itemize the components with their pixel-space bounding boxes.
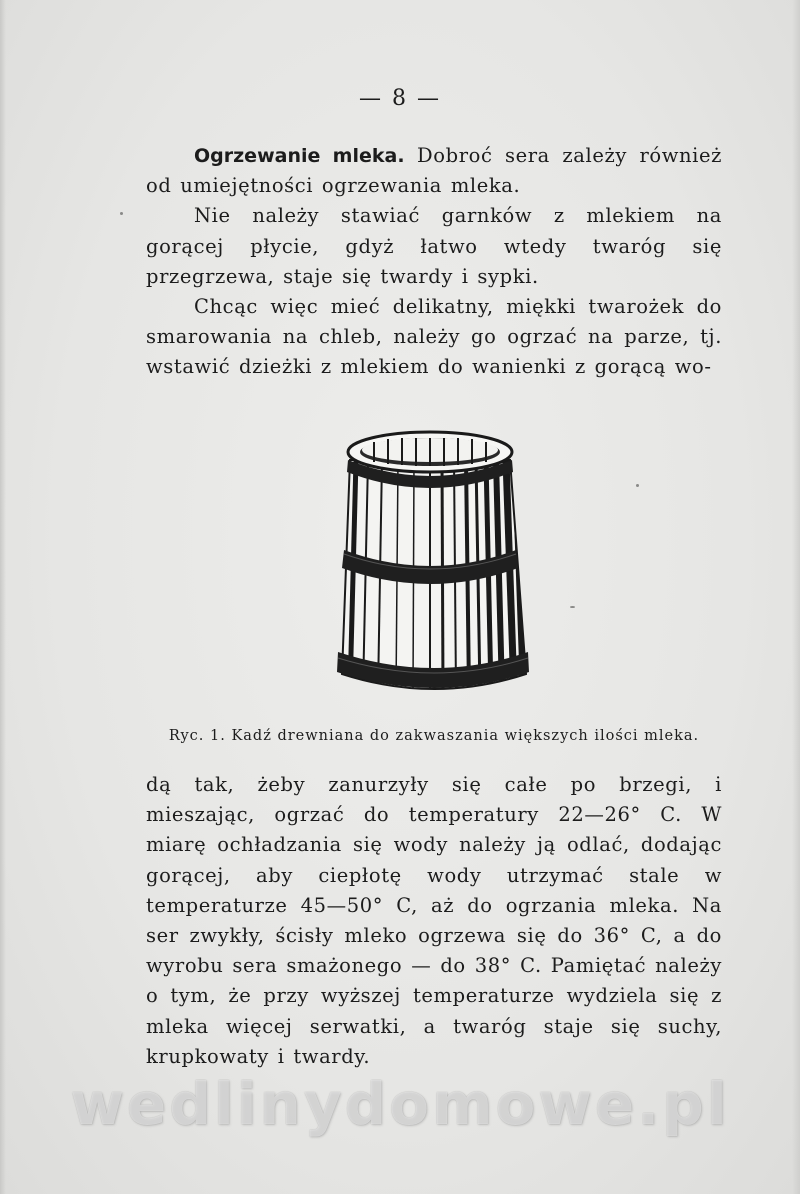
page-right-edge [792,0,800,1194]
figure-caption: Ryc. 1. Kadź drewniana do zakwaszania większych ilości mleka. [168,728,700,744]
page-left-edge [0,0,6,1194]
paragraph-3: dą tak, żeby zanurzyły się całe po brzegi, i mieszając, ogrzać do temperatury 22—26° C. W miarę ochładzania się wody należy ją odlać, dodając gorącej, aby ciepłotę wody utrzymać stale w temperaturze 45—50° C, aż do ogrzania mleka. Na ser zwykły, ścisły mleko ogrzewa się do 36° C, a do wyrobu sera smażonego — do 38° C. Pamiętać należy o tym, że przy wyższej temperaturze wydziela się z mleka więcej serwatki, a twaróg staje się suchy, krupkowaty i twardy. [146,773,722,1068]
print-speck [570,606,575,608]
paragraph-1: Nie należy stawiać garnków z mlekiem na gorącej płycie, gdyż łatwo wtedy twaróg się przegrzewa, staje się twardy i sypki. [146,204,722,288]
watermark: wedlinydomowe.pl [70,1070,730,1138]
wooden-vat-illustration [330,422,540,708]
page-number: — 8 — [359,86,441,111]
print-speck [636,484,639,487]
section-intro: Dobroć sera zależy również od umiejętności ogrzewania mleka. [146,144,723,198]
paragraph-2: Chcąc więc mieć delikatny, miękki twarożek do smarowania na chleb, należy go ogrzać na parze, tj. wstawić dzieżki z mlekiem do wanienki z gorącą wo- [146,295,722,379]
print-speck [120,212,123,215]
section-heading: Ogrzewanie mleka. [194,145,405,167]
text-block-bottom [146,770,722,1072]
section-paragraph [146,141,722,201]
text-block-top [146,141,722,383]
